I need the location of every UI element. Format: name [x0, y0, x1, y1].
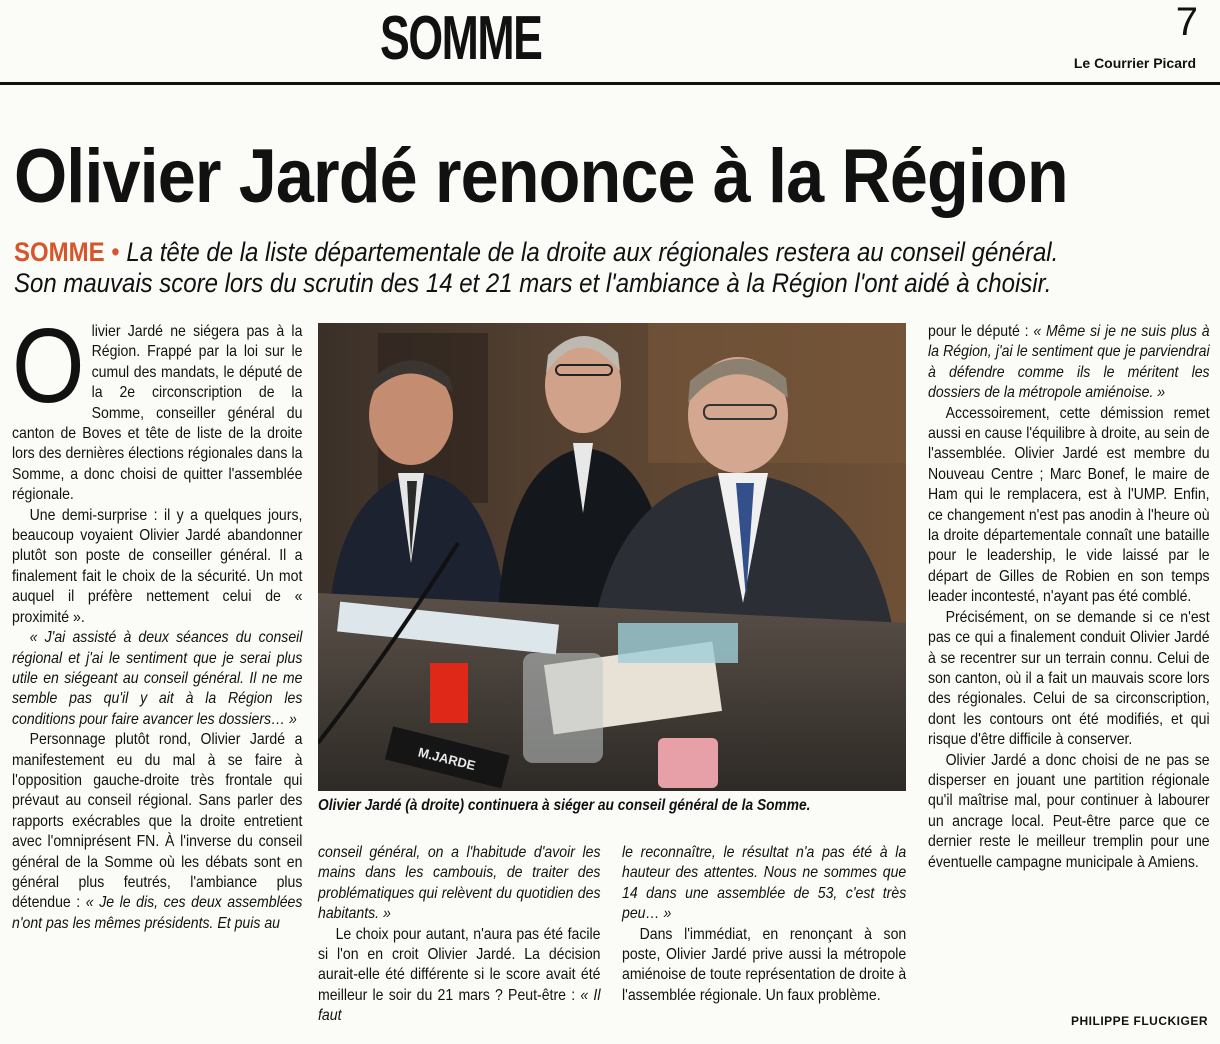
col4-paragraph-2: Accessoirement, cette démission remet aussi en cause l'équilibre à droite, au sein de l'assemblée. Olivier Jardé est membre du Nouveau Centre ; Marc Bonef, le maire de Ham qui le remplacera, est à l'UMP. Enfin, ce changement n'est pas anodin à l'heure où la droite départementale connaît une bataille pour le leadership, le vide laissé par le départ de Gilles de Robien en son temps leader incontesté, n'ayant pas été comblé. — [928, 404, 1210, 606]
article-column-1 — [12, 307, 303, 934]
col1-paragraph-1: livier Jardé ne siégera pas à la Région. Frappé par la loi sur le cumul des mandats, le député de la 2e circonscription de la Somme, conseiller général du canton de Boves et tête de liste de la droite lors des dernières élections régionales dans la Somme, a donc choisi de quitter l'assemblée régionale. — [12, 323, 303, 504]
header-rule — [0, 82, 1220, 85]
col4-quote: « Même si je ne suis plus à la Région, j'ai le sentiment que je parviendrai à défendre comme ils le méritent les dossiers de la métropole amiénoise. » — [928, 323, 1210, 402]
col4-paragraph-4: Olivier Jardé a donc choisi de ne pas se disperser en jouant une partition régionale qu'il maîtrise mal, pour continuer à labourer un ancrage local. Peut-être parce que ce dernier reste le meilleur tremplin pour une éventuelle campagne municipale à Amiens. — [928, 751, 1210, 871]
col1-paragraph-4: Personnage plutôt rond, Olivier Jardé a manifestement eu du mal à se faire à l'opposition gauche-droite très frontale qui prévaut au conseil régional. Sans parler des rapports exécrables que la droite entretient avec l'omniprésent FN. À l'inverse du conseil général de la Somme où les débats sont en général plus feutrés, l'ambiance plus détendue : — [12, 731, 303, 912]
col3-paragraph: Dans l'immédiat, en renonçant à son poste, Olivier Jardé prive aussi la métropole amiénoise de toute représentation de droite à l'assemblée régionale. Un faux problème. — [622, 925, 907, 1004]
col2-quote: conseil général, on a l'habitude d'avoir les mains dans les cambouis, de traiter des problématiques qui relèvent du quotidien des habitants. » — [318, 844, 601, 923]
newspaper-name: Le Courrier Picard — [1073, 55, 1196, 71]
standfirst-bullet: • — [111, 237, 120, 267]
col2-quote-2: « Il faut — [318, 986, 601, 1025]
standfirst-kicker: SOMME — [14, 237, 105, 267]
article-standfirst — [14, 237, 1210, 299]
byline: PHILIPPE FLUCKIGER — [1070, 1014, 1208, 1028]
photo-illustration — [318, 323, 906, 791]
nameplate-text: M.JARDE — [416, 744, 478, 774]
col1-quote: « J'ai assisté à deux séances du conseil régional et j'ai le sentiment que je serai plus utile en siégeant au conseil général. Il ne me semble pas qu'il y ait à la Région les conditions pour faire avancer les dossiers… » — [12, 629, 303, 728]
col2-paragraph: Le choix pour autant, n'aura pas été facile si l'on en croit Olivier Jardé. La décision aurait-elle été différente si le score avait été meilleur le soir du 21 mars ? Peut-être : — [318, 925, 601, 1004]
col4-paragraph-3: Précisément, on se demande si ce n'est pas ce qui a finalement conduit Olivier Jardé à se recentrer sur un terrain connu. Celui de son canton, où il a fait un mauvais score lors des régionales. Celui de sa circonscription, dont les contours ont été modifiés, et qui risque d'être difficile à conserver. — [928, 608, 1210, 749]
article-column-2 — [318, 843, 600, 1027]
article-column-3 — [622, 843, 906, 1006]
col4-lead: pour le député : — [928, 323, 1029, 340]
standfirst-line1: La tête de la liste départementale de la droite aux régionales restera au conseil général. — [126, 237, 1059, 267]
photo-caption: Olivier Jardé (à droite) continuera à siéger au conseil général de la Somme. — [318, 797, 811, 814]
article-column-4 — [928, 322, 1210, 873]
col1-paragraph-2: Une demi-surprise : il y a quelques jours, beaucoup voyaient Olivier Jardé abandonner plutôt son poste de conseiller général. Il a finalement fait le choix de la sécurité. Un mot auquel il préfère nettement celui de « proximité ». — [12, 506, 303, 626]
drop-cap: O — [12, 307, 85, 425]
col1-quote-2: « Je le dis, ces deux assemblées n'ont pas les mêmes présidents. Et puis au — [12, 894, 303, 932]
article-photo — [318, 323, 906, 791]
col3-quote: le reconnaître, le résultat n'a pas été à la hauteur des attentes. Nous ne sommes que 14 dans une assemblée de 53, c'est très peu… » — [622, 844, 907, 923]
page-number: 7 — [1175, 0, 1198, 44]
section-title: SOMME — [380, 4, 542, 73]
standfirst-line2: Son mauvais score lors du scrutin des 14 et 21 mars et l'ambiance à la Région l'ont aidé à choisir. — [14, 268, 1052, 298]
article-headline: Olivier Jardé renonce à la Région — [14, 134, 1068, 219]
